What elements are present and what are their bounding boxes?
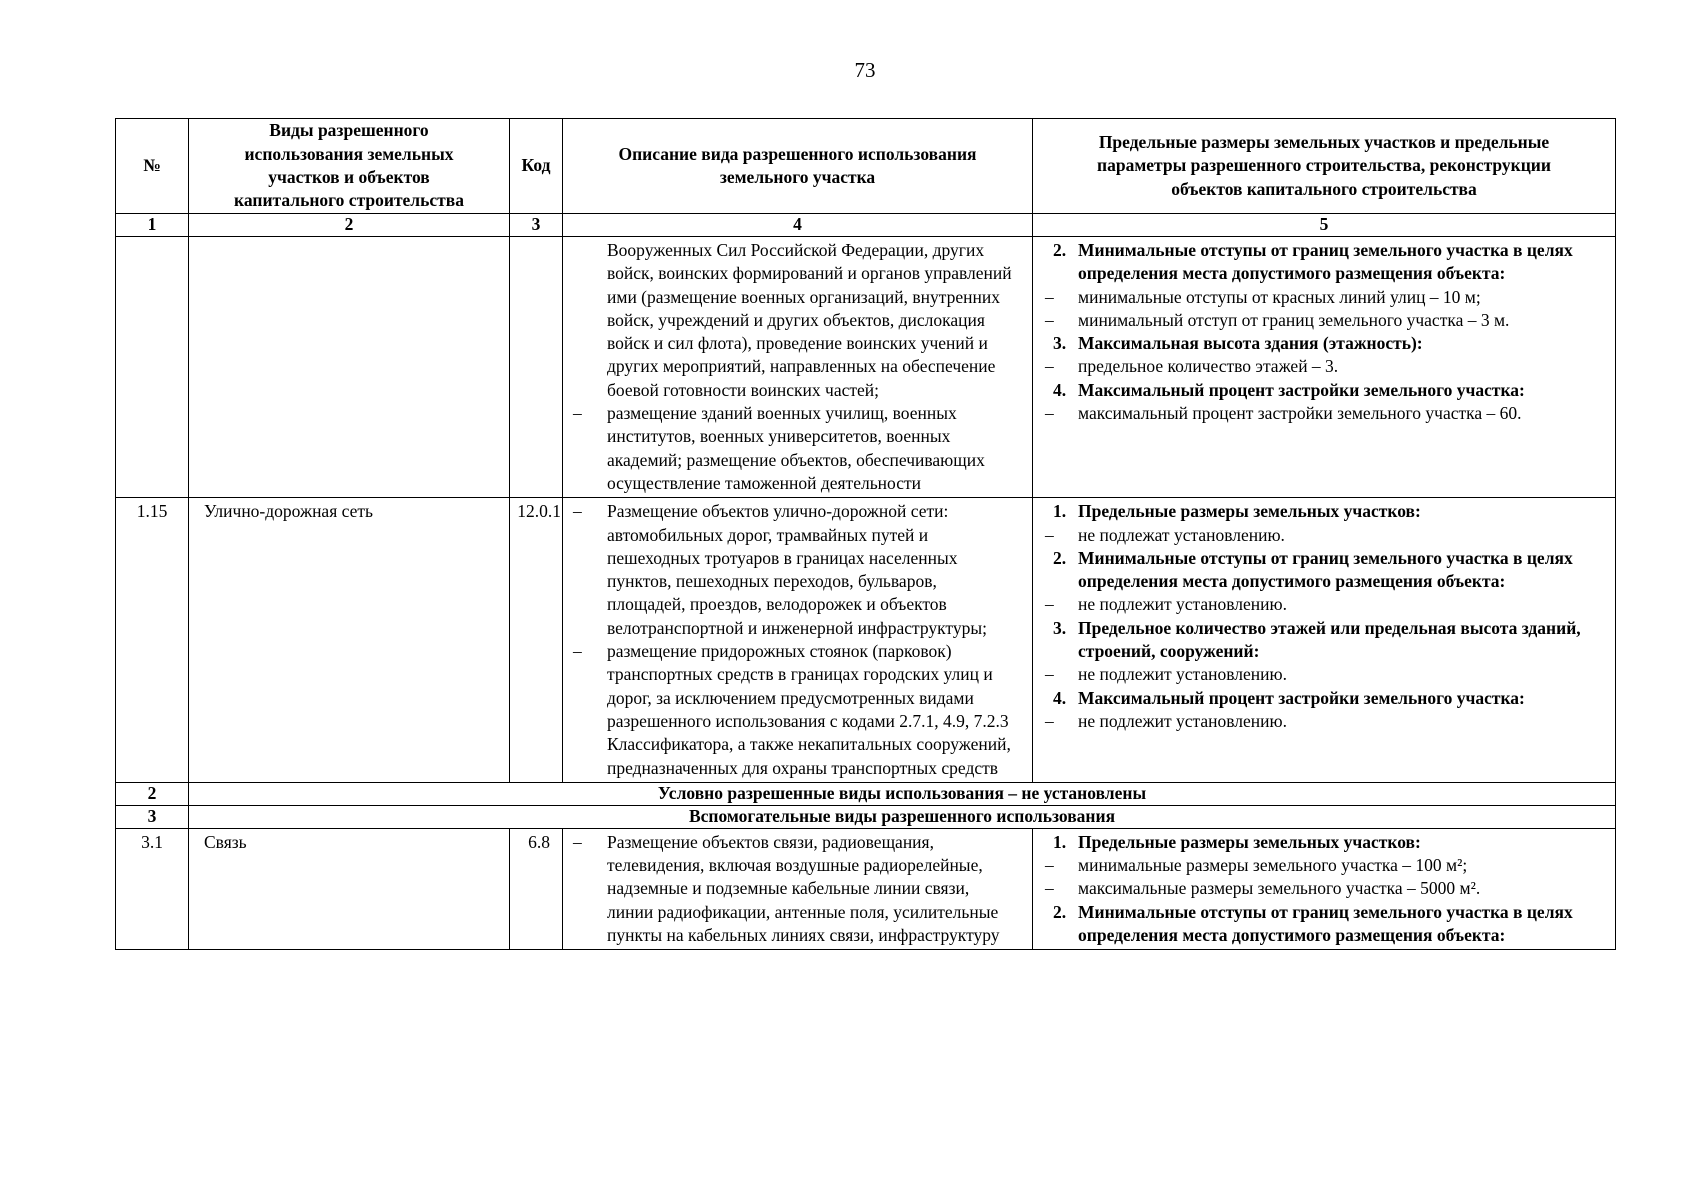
header-no: № [116, 119, 189, 214]
params-list [1033, 237, 1615, 427]
param-text: предельное количество этажей – 3. [1078, 356, 1339, 377]
param-text: не подлежит установлению. [1078, 710, 1287, 731]
param-item [1041, 524, 1607, 547]
cell-name: Улично-дорожная сеть [189, 498, 510, 783]
param-text: не подлежит установлению. [1078, 594, 1287, 615]
param-text: Максимальная высота здания (этажность): [1078, 333, 1423, 354]
param-item [1041, 663, 1607, 686]
param-heading [1041, 547, 1607, 594]
list-marker: 4. [1053, 687, 1067, 708]
cell-no: 1.15 [116, 498, 189, 783]
section-row [116, 805, 1616, 828]
param-heading [1041, 901, 1607, 948]
dash-marker: – [573, 641, 582, 662]
param-item [1041, 355, 1607, 378]
section-title: Условно разрешенные виды использования – не установлены [189, 782, 1616, 805]
list-marker: 3. [1053, 617, 1067, 638]
column-number: 2 [189, 214, 510, 237]
header-description: Описание вида разрешенного использования земельного участка [563, 119, 1033, 214]
list-item [569, 831, 1018, 947]
list-item [569, 402, 1018, 495]
param-item [1041, 710, 1607, 733]
list-item-text: Вооруженных Сил Российской Федерации, других войск, воинских формирований и органов управлений ими (размещение военных организаций, внутренних войск, учреждений и других объектов, дислокация войск и сил флота), проведение воинских учений и других мероприятий, направленных на обеспечение боевой готовности воинских частей; [607, 240, 1012, 400]
column-number: 1 [116, 214, 189, 237]
param-heading [1041, 379, 1607, 402]
cell-code: 6.8 [510, 828, 563, 949]
param-heading [1041, 831, 1607, 854]
dash-marker: – [573, 403, 582, 424]
column-number: 3 [510, 214, 563, 237]
param-text: минимальные размеры земельного участка – 100 м²; [1078, 855, 1468, 876]
section-no: 3 [116, 805, 189, 828]
cell-description [563, 828, 1033, 949]
params-list [1033, 829, 1615, 949]
params-list [1033, 498, 1615, 735]
list-marker: – [1045, 594, 1054, 615]
param-heading [1041, 687, 1607, 710]
dash-marker: – [573, 831, 582, 852]
section-row [116, 782, 1616, 805]
list-item-text: размещение зданий военных училищ, военных институтов, военных университетов, военных академий; размещение объектов, обеспечивающих осуществление таможенной деятельности [607, 403, 985, 493]
list-item-text: Размещение объектов связи, радиовещания, телевидения, включая воздушные радиорелейные, надземные и подземные кабельные линии связи, линии радиофикации, антенные поля, усилительные пункты на кабельных линиях связи, инфраструктуру [607, 831, 1000, 946]
header-types: Виды разрешенного использования земельных участков и объектов капитального строительства [189, 119, 510, 214]
list-item-text: Размещение объектов улично-дорожной сети: автомобильных дорог, трамвайных путей и пешеходных тротуаров в границах населенных пунктов, пешеходных переходов, бульваров, площадей, проездов, велодорожек и объектов велотранспортной и инженерной инфраструктуры; [607, 501, 987, 638]
param-item [1041, 309, 1607, 332]
param-text: Минимальные отступы от границ земельного участка в целях определения места допустимого размещения объекта: [1078, 547, 1573, 592]
cell-code: 12.0.1 [510, 498, 563, 783]
description-list [563, 237, 1032, 497]
param-text: не подлежит установлению. [1078, 664, 1287, 685]
param-item [1041, 286, 1607, 309]
list-marker: – [1045, 524, 1054, 545]
description-list [563, 498, 1032, 782]
list-marker: 2. [1053, 240, 1067, 260]
list-marker: – [1045, 855, 1054, 876]
column-number-row [116, 214, 1616, 237]
cell-code [510, 237, 563, 498]
list-marker: – [1045, 403, 1054, 424]
land-use-table [115, 118, 1616, 950]
param-text: Максимальный процент застройки земельного участка: [1078, 687, 1525, 708]
cell-params [1033, 828, 1616, 949]
param-item [1041, 402, 1607, 425]
list-marker: – [1045, 286, 1054, 307]
column-number: 4 [563, 214, 1033, 237]
list-marker: – [1045, 664, 1054, 685]
param-text: максимальный процент застройки земельного участка – 60. [1078, 403, 1522, 424]
cell-no: 3.1 [116, 828, 189, 949]
list-marker: – [1045, 878, 1054, 899]
cell-name: Связь [189, 828, 510, 949]
list-item [569, 500, 1018, 640]
cell-description [563, 498, 1033, 783]
list-item [569, 640, 1018, 780]
table-row-continuation [116, 237, 1616, 498]
header-code: Код [510, 119, 563, 214]
list-item-text: размещение придорожных стоянок (парковок) транспортных средств в границах городских улиц и дорог, за исключением предусмотренных видами разрешенного использования с кодами 2.7.1, 4.9, 7.2.3 Классификатора, а также некапитальных сооружений, предназначенных для охраны транспортных средств [607, 641, 1011, 778]
list-marker: 1. [1053, 831, 1067, 852]
param-text: Предельное количество этажей или предельная высота зданий, строений, сооружений: [1078, 617, 1581, 662]
param-text: минимальные отступы от красных линий улиц – 10 м; [1078, 286, 1481, 307]
param-text: Предельные размеры земельных участков: [1078, 831, 1421, 852]
table-row [116, 828, 1616, 949]
cell-description [563, 237, 1033, 498]
section-no: 2 [116, 782, 189, 805]
list-marker: – [1045, 356, 1054, 377]
param-text: минимальный отступ от границ земельного участка – 3 м. [1078, 309, 1510, 330]
dash-marker: – [573, 501, 582, 522]
list-marker: 3. [1053, 333, 1067, 354]
table-row [116, 498, 1616, 783]
description-list [563, 829, 1032, 949]
list-marker: 1. [1053, 501, 1067, 522]
param-heading [1041, 332, 1607, 355]
param-heading [1041, 239, 1607, 286]
list-marker: – [1045, 309, 1054, 330]
header-limits: Предельные размеры земельных участков и предельные параметры разрешенного строительства, реконструкции объектов капитального строительства [1033, 119, 1616, 214]
column-number: 5 [1033, 214, 1616, 237]
param-text: максимальные размеры земельного участка – 5000 м². [1078, 878, 1481, 899]
list-marker: 2. [1053, 547, 1067, 568]
param-text: не подлежат установлению. [1078, 524, 1285, 545]
param-text: Минимальные отступы от границ земельного участка в целях определения места допустимого размещения объекта: [1078, 901, 1573, 946]
param-heading [1041, 500, 1607, 523]
cell-params [1033, 237, 1616, 498]
page-number: 73 [854, 58, 876, 82]
param-item [1041, 877, 1607, 900]
param-heading [1041, 617, 1607, 664]
list-marker: 2. [1053, 901, 1067, 922]
list-marker: – [1045, 710, 1054, 731]
list-item [569, 239, 1018, 402]
cell-name [189, 237, 510, 498]
section-title: Вспомогательные виды разрешенного использования [189, 805, 1616, 828]
param-text: Минимальные отступы от границ земельного участка в целях определения места допустимого размещения объекта: [1078, 240, 1573, 284]
param-text: Предельные размеры земельных участков: [1078, 501, 1421, 522]
table-header-row [116, 119, 1616, 214]
param-text: Максимальный процент застройки земельного участка: [1078, 379, 1525, 400]
param-item [1041, 593, 1607, 616]
list-marker: 4. [1053, 379, 1067, 400]
cell-params [1033, 498, 1616, 783]
cell-no [116, 237, 189, 498]
param-item [1041, 854, 1607, 877]
